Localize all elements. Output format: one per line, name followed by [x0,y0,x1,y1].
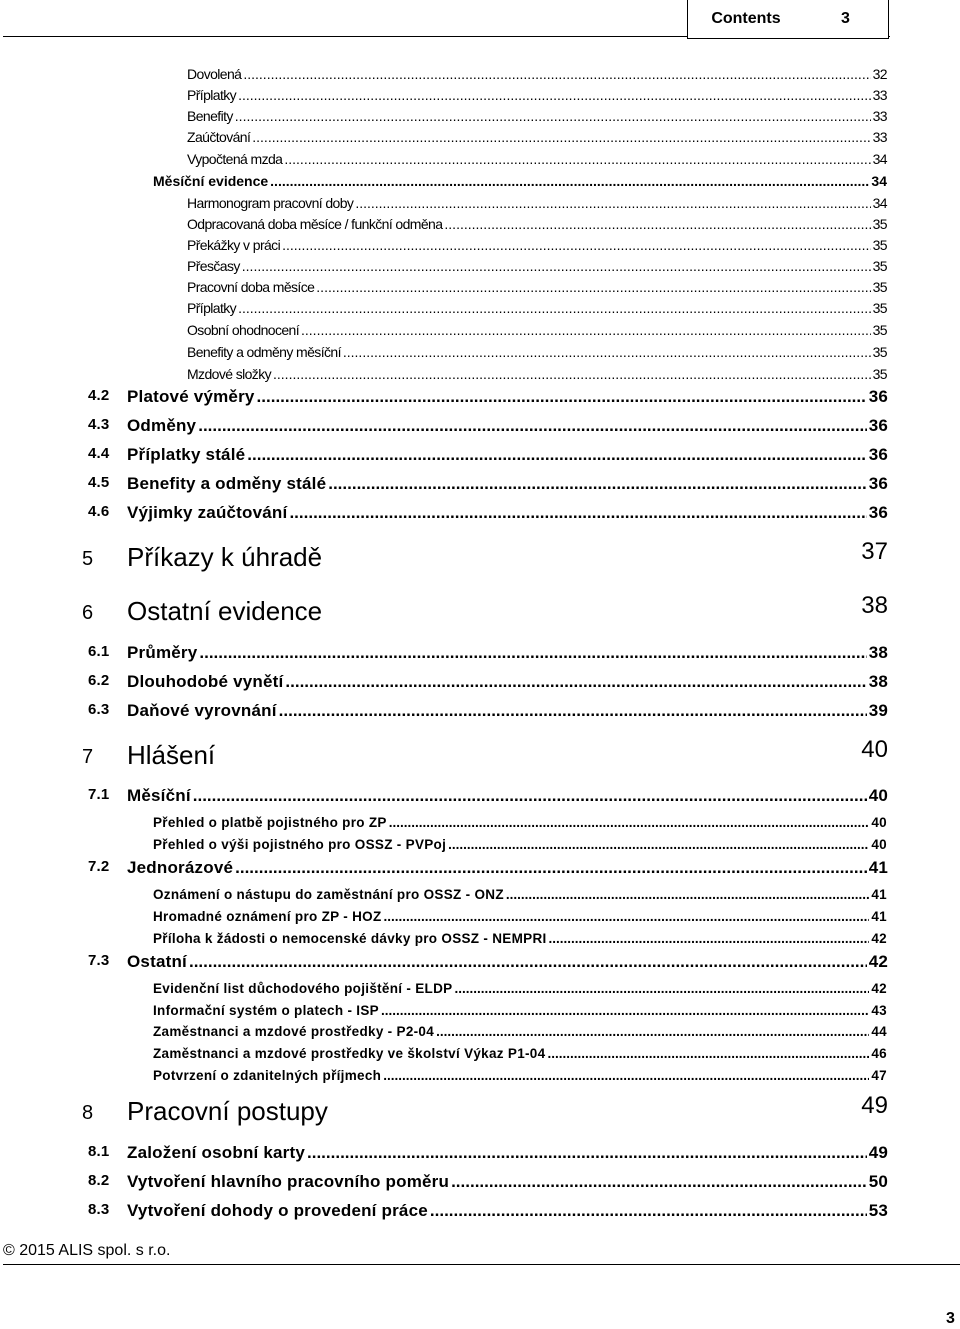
header-title: Contents [687,0,805,39]
toc-entry[interactable] [153,815,887,836]
toc-entry[interactable] [88,858,888,886]
toc-leader [355,195,870,211]
toc-entry-page: 50 [868,1172,888,1191]
footer-page-number: 3 [946,1310,955,1327]
toc-entry-number: 7.2 [88,858,110,875]
toc-leader [328,474,866,494]
toc-leader [235,858,867,878]
toc-entry-title: Měsíční evidence [153,173,269,189]
toc-entry-page: 35 [872,366,887,382]
toc-entry-page: 35 [872,344,887,360]
toc-entry-title: Přesčasy [187,258,240,274]
toc-entry-page: 47 [871,1068,887,1083]
toc-leader [451,1172,867,1192]
toc-entry-title: Přehled o výši pojistného pro OSSZ - PVPoj [153,837,447,852]
toc-entry-number: 6.2 [88,672,110,689]
toc-entry-page: 36 [868,474,888,493]
toc-entry[interactable] [187,322,887,343]
toc-entry-title: Zaúčtování [187,129,251,145]
toc-entry-title: Platové výměry [127,387,255,406]
toc-entry-page: 35 [872,237,887,253]
toc-leader [307,1143,867,1163]
toc-entry[interactable] [187,129,887,150]
toc-entry[interactable] [187,66,887,87]
toc-leader [235,108,871,124]
toc-leader [243,66,870,82]
toc-entry-page: 41 [871,887,887,902]
toc-entry-title: Benefity [187,108,233,124]
toc-chapter-title: Hlášení [127,740,216,770]
toc-entry-page: 38 [868,672,888,691]
toc-entry-page: 40 [868,786,888,805]
toc-entry-page: 35 [872,258,887,274]
toc-entry-page: 40 [871,837,887,852]
toc-entry-title: Ostatní [127,952,187,971]
toc-leader [282,237,871,253]
toc-leader [242,258,871,274]
toc-entry-title: Vytvoření dohody o provedení práce [127,1201,428,1220]
toc-leader [448,837,869,852]
toc-entry[interactable] [88,1172,888,1200]
toc-leader [506,887,870,902]
toc-entry[interactable] [88,701,888,729]
toc-entry-number: 4.4 [88,445,110,462]
toc-entry-page: 44 [871,1024,887,1039]
toc-leader [252,129,870,145]
toc-entry-page: 35 [872,300,887,316]
toc-entry-number: 8.1 [88,1143,110,1160]
toc-chapter-title: Ostatní evidence [127,596,323,626]
toc-entry-page: 34 [872,151,887,167]
toc-leader [381,1003,869,1018]
toc-entry-page: 40 [871,815,887,830]
toc-chapter-number: 5 [82,548,94,570]
toc-entry-title: Výjimky zaúčtování [127,503,288,522]
toc-entry[interactable] [187,151,887,172]
toc-entry[interactable] [88,952,888,980]
toc-entry-title: Překážky v práci [187,237,281,253]
toc-entry-page: 32 [872,66,887,82]
toc-entry-title: Benefity a odměny měsíční [187,344,341,360]
toc-leader [285,672,866,692]
toc-entry-page: 35 [872,216,887,232]
toc-chapter-number: 6 [82,602,94,624]
toc-entry-title: Přehled o platbě pojistného pro ZP [153,815,387,830]
toc-entry-page: 41 [868,858,888,877]
toc-entry-number: 7.1 [88,786,110,803]
toc-entry[interactable] [187,344,887,365]
toc-leader [238,87,871,103]
toc-leader [289,503,866,523]
toc-entry-number: 4.3 [88,416,110,433]
toc-entry-page: 38 [868,643,888,662]
toc-entry-title: Pracovní doba měsíce [187,279,315,295]
toc-leader [189,952,867,972]
toc-chapter-page: 37 [861,538,888,565]
toc-leader [549,931,870,946]
header-page-number: 3 [803,0,889,39]
toc-entry-page: 41 [871,909,887,924]
toc-chapter[interactable] [82,1092,888,1136]
toc-entry-page: 43 [871,1003,887,1018]
toc-entry-page: 46 [871,1046,887,1061]
toc-entry-title: Odměny [127,416,197,435]
toc-entry-number: 6.3 [88,701,110,718]
toc-entry-page: 33 [872,129,887,145]
toc-leader [284,151,870,167]
toc-entry-title: Potvrzení o zdanitelných příjmech [153,1068,382,1083]
toc-leader [389,815,870,830]
toc-entry-title: Založení osobní karty [127,1143,306,1162]
toc-entry-title: Dlouhodobé vynětí [127,672,284,691]
toc-entry[interactable] [153,173,887,194]
footer-rule [3,1264,960,1265]
toc-entry[interactable] [187,300,887,321]
toc-entry[interactable] [153,1024,887,1045]
toc-entry-page: 35 [872,322,887,338]
toc-entry[interactable] [88,643,888,671]
toc-entry[interactable] [88,416,888,444]
toc-leader [454,981,869,996]
toc-entry-title: Evidenční list důchodového pojištění - ELDP [153,981,453,996]
toc-entry-title: Příplatky [187,300,237,316]
toc-entry-title: Měsíční [127,786,191,805]
toc-entry-page: 39 [868,701,888,720]
toc-leader [198,416,866,436]
toc-leader [257,387,867,407]
footer-copyright: © 2015 ALIS spol. s r.o. [3,1242,171,1259]
toc-entry-page: 36 [868,387,888,406]
toc-entry-title: Osobní ohodnocení [187,322,300,338]
toc-entry-page: 36 [868,503,888,522]
toc-entry[interactable] [153,1046,887,1067]
toc-chapter[interactable] [82,538,888,582]
toc-leader [193,786,867,806]
toc-entry[interactable] [187,195,887,216]
toc-leader [343,344,871,360]
toc-entry-page: 36 [868,416,888,435]
toc-entry-number: 8.3 [88,1201,110,1218]
toc-leader [247,445,866,465]
toc-entry[interactable] [187,279,887,300]
toc-leader [273,366,871,382]
toc-entry-title: Mzdové složky [187,366,272,382]
toc-entry-title: Zaměstnanci a mzdové prostředky ve školství Výkaz P1-04 [153,1046,546,1061]
toc-leader [444,216,870,232]
toc-leader [270,173,869,189]
toc-entry-page: 34 [871,173,887,189]
toc-entry[interactable] [88,474,888,502]
toc-chapter-page: 49 [861,1092,888,1119]
toc-entry[interactable] [187,366,887,387]
toc-entry[interactable] [88,786,888,814]
toc-entry-page: 36 [868,445,888,464]
toc-entry[interactable] [153,837,887,858]
toc-entry-title: Zaměstnanci a mzdové prostředky - P2-04 [153,1024,435,1039]
toc-entry[interactable] [153,981,887,1002]
toc-chapter-number: 7 [82,746,94,768]
toc-entry-title: Hromadné oznámení pro ZP - HOZ [153,909,382,924]
toc-entry[interactable] [187,237,887,258]
toc-entry[interactable] [88,1143,888,1171]
toc-entry-title: Jednorázové [127,858,234,877]
toc-entry[interactable] [187,87,887,108]
toc-leader [430,1201,867,1221]
toc-entry[interactable] [88,387,888,415]
toc-entry-number: 6.1 [88,643,110,660]
toc-entry-page: 42 [871,981,887,996]
toc-leader [316,279,870,295]
toc-entry-title: Průměry [127,643,198,662]
toc-entry-number: 4.2 [88,387,110,404]
toc-chapter[interactable] [82,592,888,636]
toc-entry[interactable] [153,931,887,952]
toc-entry-title: Odpracovaná doba měsíce / funkční odměna [187,216,443,232]
toc-entry-page: 33 [872,108,887,124]
toc-entry-title: Příplatky [187,87,237,103]
toc-chapter-page: 40 [861,736,888,763]
toc-chapter-page: 38 [861,592,888,619]
toc-leader [238,300,871,316]
toc-entry[interactable] [153,1068,887,1089]
toc-leader [279,701,867,721]
toc-chapter[interactable] [82,736,888,780]
toc-entry-page: 33 [872,87,887,103]
toc-leader [547,1046,869,1061]
toc-entry[interactable] [88,445,888,473]
toc-entry[interactable] [153,1003,887,1024]
toc-entry[interactable] [187,108,887,129]
toc-entry[interactable] [153,887,887,908]
toc-entry-title: Vypočtená mzda [187,151,283,167]
toc-leader [436,1024,869,1039]
toc-entry-page: 42 [871,931,887,946]
toc-entry[interactable] [187,258,887,279]
toc-entry-title: Oznámení o nástupu do zaměstnání pro OSSZ - ONZ [153,887,504,902]
toc-entry-number: 4.5 [88,474,110,491]
toc-entry-page: 53 [868,1201,888,1220]
toc-entry-number: 7.3 [88,952,110,969]
toc-entry[interactable] [187,216,887,237]
toc-entry[interactable] [88,672,888,700]
toc-entry-title: Informační systém o platech - ISP [153,1003,379,1018]
toc-leader [383,1068,869,1083]
toc-leader [384,909,870,924]
toc-entry-number: 4.6 [88,503,110,520]
toc-chapter-title: Pracovní postupy [127,1096,328,1126]
toc-chapter-title: Příkazy k úhradě [127,542,323,572]
toc-chapter-number: 8 [82,1102,94,1124]
toc-entry-page: 34 [872,195,887,211]
toc-entry[interactable] [88,1201,888,1229]
toc-leader [301,322,871,338]
toc-entry-page: 35 [872,279,887,295]
toc-entry-title: Daňové vyrovnání [127,701,277,720]
toc-entry-title: Dovolená [187,66,242,82]
toc-entry-title: Příloha k žádosti o nemocenské dávky pro OSSZ - NEMPRI [153,931,547,946]
toc-leader [199,643,866,663]
toc-entry-number: 8.2 [88,1172,110,1189]
toc-entry-page: 49 [868,1143,888,1162]
toc-entry-title: Vytvoření hlavního pracovního poměru [127,1172,450,1191]
toc-entry-title: Příplatky stálé [127,445,246,464]
toc-entry-page: 42 [868,952,888,971]
toc-entry-title: Benefity a odměny stálé [127,474,327,493]
toc-entry[interactable] [88,503,888,531]
toc-entry[interactable] [153,909,887,930]
toc-entry-title: Harmonogram pracovní doby [187,195,354,211]
